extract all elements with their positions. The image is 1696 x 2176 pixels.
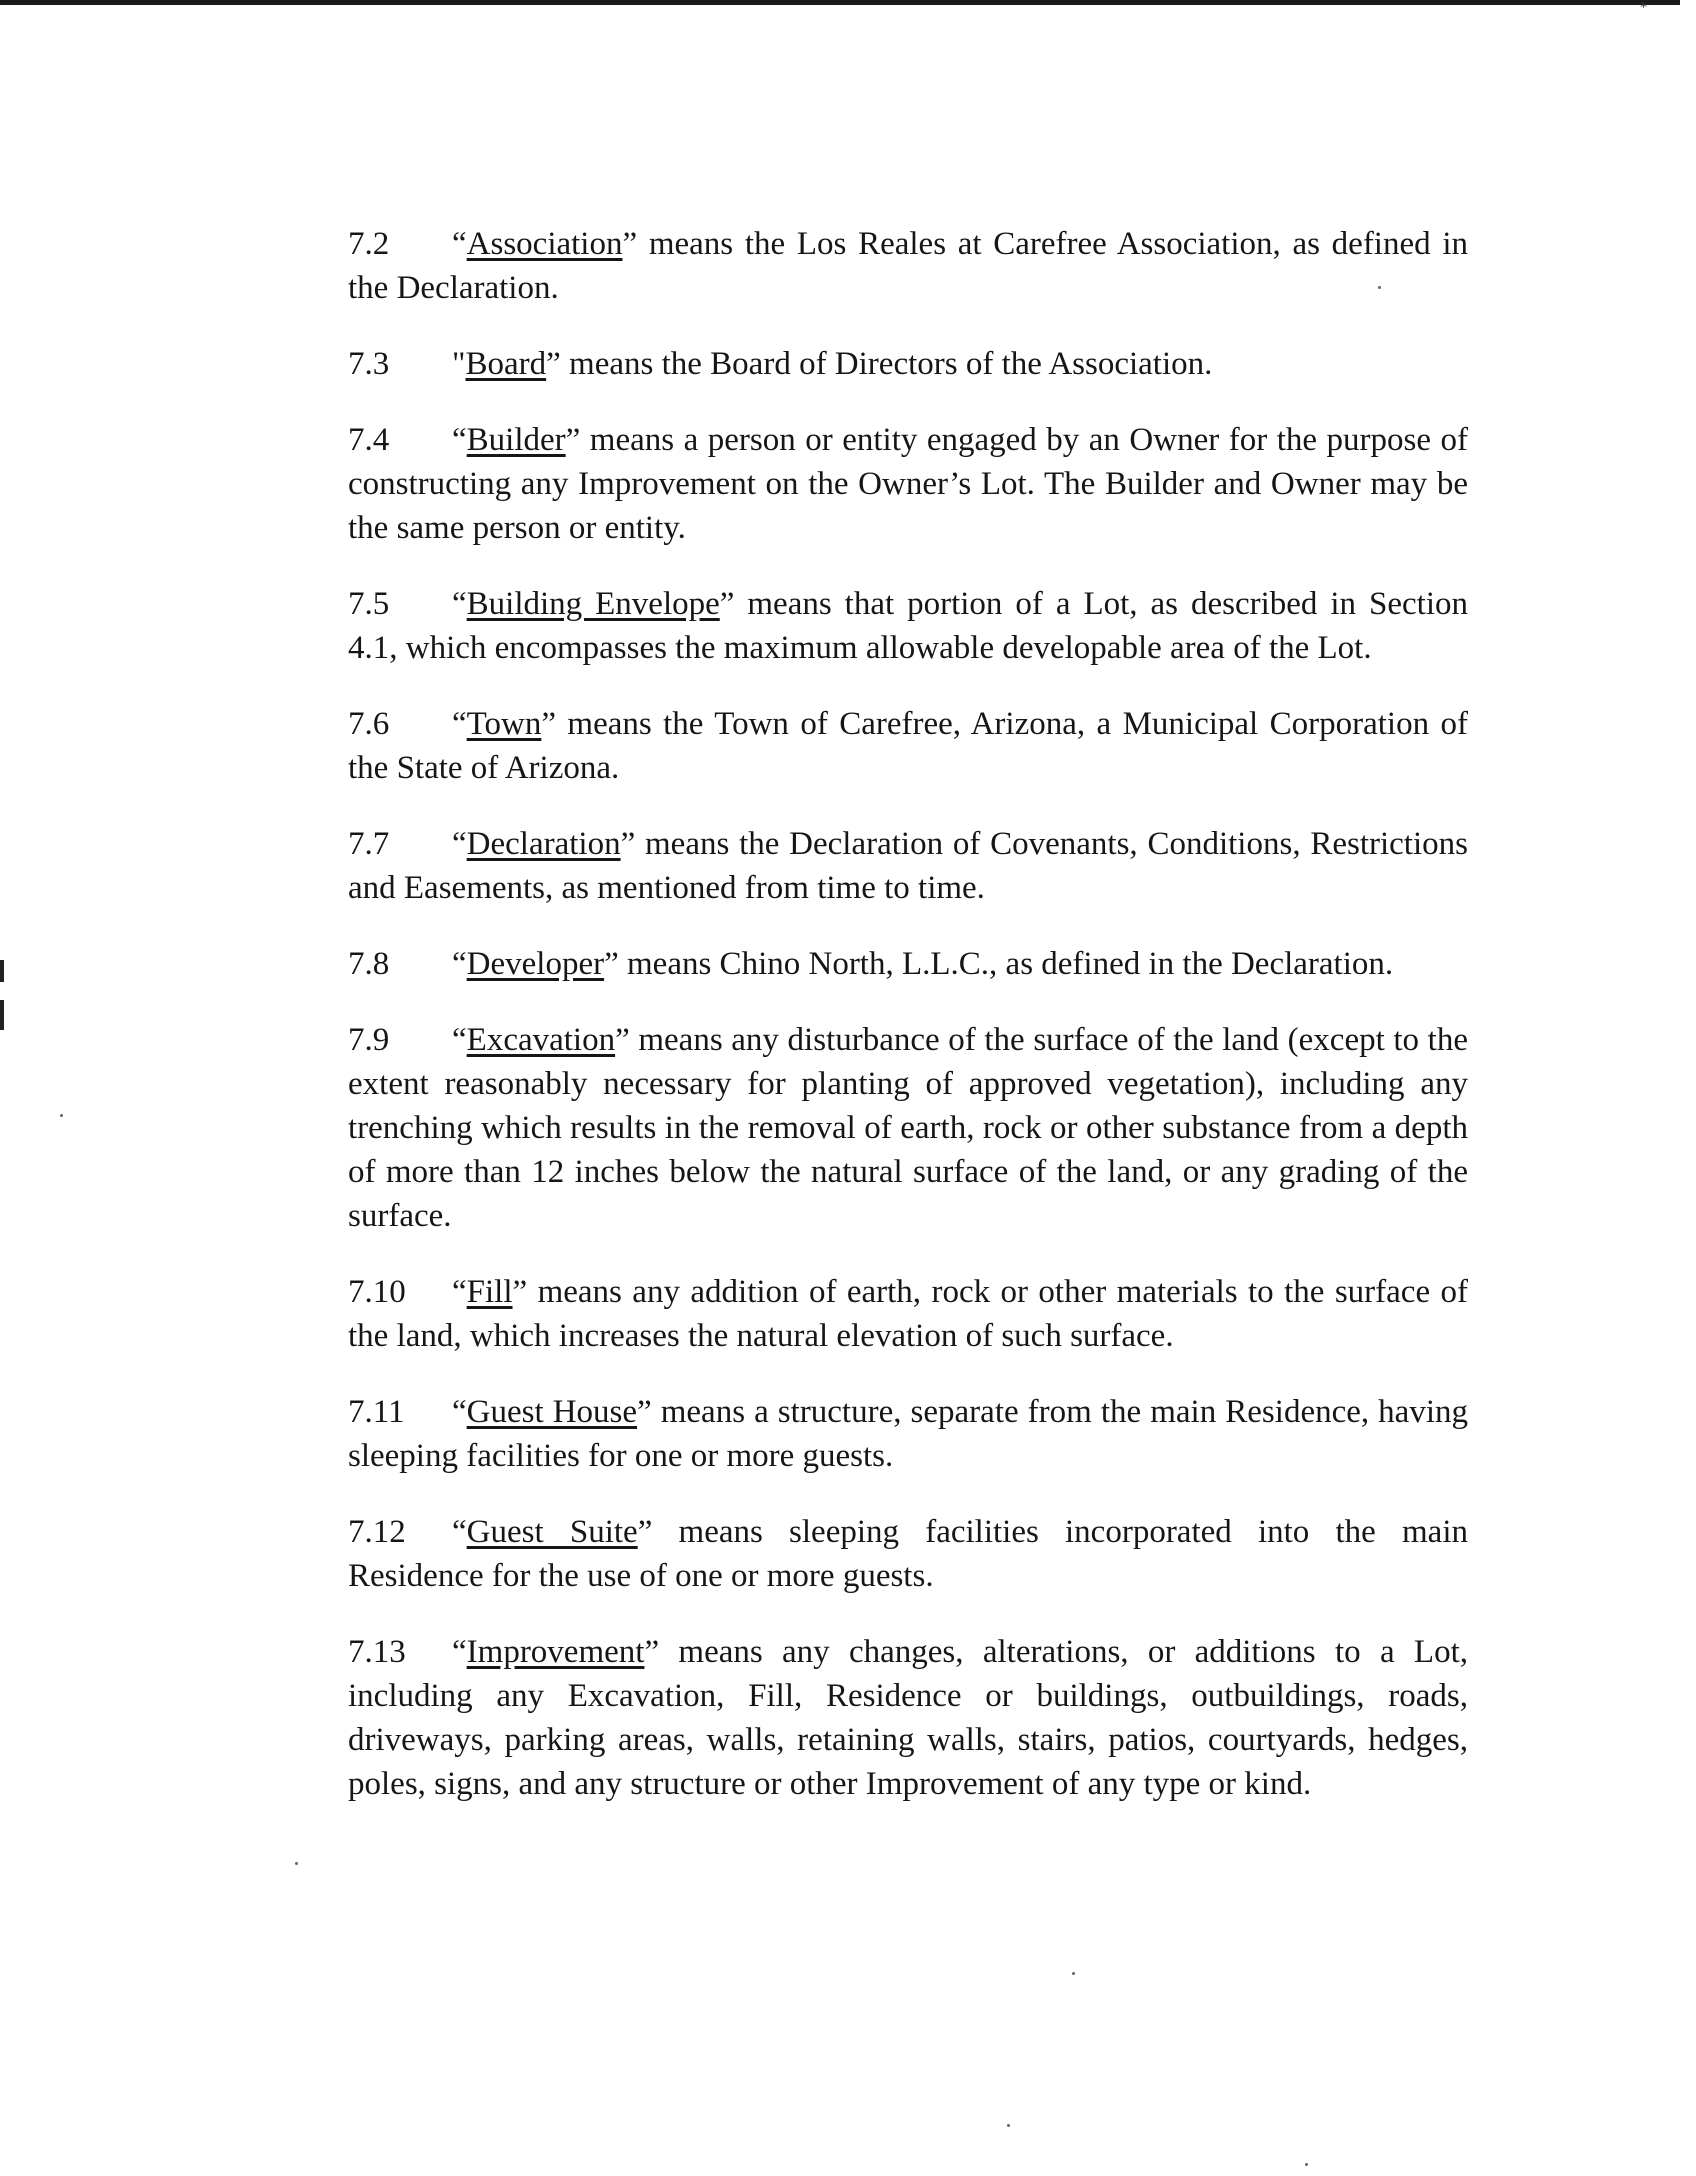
definition-text: means any disturbance of the surface of the land (except to the extent reasonably necessary for planting of approved vegetation), including any trenching which results in the removal of earth, rock or other substance from a depth of more than 12 inches below the natural surface of the land, or any grading of the surface.: [348, 1022, 1468, 1234]
defined-term: Excavation: [466, 1022, 616, 1058]
definition-fill: 7.10 “Fill” means any addition of earth, rock or other materials to the surface of the land, which increases the natural elevation of such surface.: [348, 1270, 1468, 1358]
section-number: 7.10: [348, 1274, 406, 1310]
section-number: 7.6: [348, 706, 390, 742]
section-number: 7.12: [348, 1514, 406, 1550]
definition-association: 7.2 “Association” means the Los Reales at Carefree Association, as defined in the Declaration.: [348, 222, 1468, 310]
definition-builder: 7.4 “Builder” means a person or entity engaged by an Owner for the purpose of constructing any Improvement on the Owner’s Lot. The Builder and Owner may be the same person or entity.: [348, 418, 1468, 550]
defined-term: Guest House: [466, 1394, 638, 1430]
scan-edge-mark: [0, 1000, 4, 1030]
definition-text: means the Declaration of Covenants, Conditions, Restrictions and Easements, as mentioned from time to time.: [348, 826, 1468, 906]
scan-speck: [1305, 2163, 1308, 2166]
definition-guest-suite: 7.12 “Guest Suite” means sleeping facilities incorporated into the main Residence for the use of one or more guests.: [348, 1510, 1468, 1598]
defined-term: Association: [466, 226, 623, 262]
scan-speck: [1007, 2124, 1010, 2127]
defined-term: Board: [465, 346, 547, 382]
section-number: 7.13: [348, 1634, 406, 1670]
section-number: 7.5: [348, 586, 390, 622]
scan-speck: [60, 1114, 63, 1117]
defined-term: Declaration: [466, 826, 621, 862]
definition-text: means sleeping facilities incorporated into the main Residence for the use of one or more guests.: [348, 1514, 1468, 1594]
scan-speck: [1072, 1972, 1075, 1975]
defined-term: Building Envelope: [466, 586, 720, 622]
scan-speck: [295, 1862, 298, 1865]
section-number: 7.3: [348, 346, 390, 382]
section-number: 7.9: [348, 1022, 390, 1058]
defined-term: Town: [466, 706, 542, 742]
defined-term: Fill: [466, 1274, 513, 1310]
section-number: 7.11: [348, 1394, 405, 1430]
definition-excavation: 7.9 “Excavation” means any disturbance of the surface of the land (except to the extent reasonably necessary for planting of approved vegetation), including any trenching which results in the removal of earth, rock or other substance from a depth of more than 12 inches below the natural surface of the land, or any grading of the surface.: [348, 1018, 1468, 1238]
definition-text: means any addition of earth, rock or other materials to the surface of the land, which increases the natural elevation of such surface.: [348, 1274, 1468, 1354]
defined-term: Guest Suite: [466, 1514, 638, 1550]
definition-text: means Chino North, L.L.C., as defined in the Declaration.: [618, 946, 1394, 982]
definition-town: 7.6 “Town” means the Town of Carefree, Arizona, a Municipal Corporation of the State of Arizona.: [348, 702, 1468, 790]
definition-text: means the Los Reales at Carefree Association, as defined in the Declaration.: [348, 226, 1468, 306]
definition-text: means a structure, separate from the main Residence, having sleeping facilities for one or more guests.: [348, 1394, 1468, 1474]
definition-text: means the Board of Directors of the Association.: [560, 346, 1213, 382]
definition-text: means a person or entity engaged by an Owner for the purpose of constructing any Improvement on the Owner’s Lot. The Builder and Owner may be the same person or entity.: [348, 422, 1468, 546]
section-number: 7.2: [348, 226, 390, 262]
scan-edge-mark: [0, 960, 4, 982]
definition-declaration: 7.7 “Declaration” means the Declaration of Covenants, Conditions, Restrictions and Easements, as mentioned from time to time.: [348, 822, 1468, 910]
definition-developer: 7.8 “Developer” means Chino North, L.L.C., as defined in the Declaration.: [348, 942, 1468, 986]
defined-term: Builder: [466, 422, 566, 458]
scan-top-edge: [0, 0, 1680, 5]
definition-text: means the Town of Carefree, Arizona, a Municipal Corporation of the State of Arizona.: [348, 706, 1468, 786]
definition-guest-house: 7.11 “Guest House” means a structure, separate from the main Residence, having sleeping facilities for one or more guests.: [348, 1390, 1468, 1478]
definition-improvement: 7.13 “Improvement” means any changes, alterations, or additions to a Lot, including any Excavation, Fill, Residence or buildings, outbuildings, roads, driveways, parking areas, walls, retaining walls, stairs, patios, courtyards, hedges, poles, signs, and any structure or other Improvement of any type or kind.: [348, 1630, 1468, 1806]
defined-term: Improvement: [466, 1634, 645, 1670]
definition-text: means that portion of a Lot, as described in Section 4.1, which encompasses the maximum allowable developable area of the Lot.: [348, 586, 1468, 666]
definitions-section: [348, 222, 1468, 1838]
definition-text: means any changes, alterations, or additions to a Lot, including any Excavation, Fill, Residence or buildings, outbuildings, roads, driveways, parking areas, walls, retaining walls, stairs, patios, courtyards, hedges, poles, signs, and any structure or other Improvement of any type or kind.: [348, 1634, 1468, 1802]
definition-building-envelope: 7.5 “Building Envelope” means that portion of a Lot, as described in Section 4.1, which encompasses the maximum allowable developable area of the Lot.: [348, 582, 1468, 670]
scan-speck: *: [1640, 0, 1647, 16]
section-number: 7.7: [348, 826, 390, 862]
section-number: 7.8: [348, 946, 390, 982]
definition-board: 7.3 "Board” means the Board of Directors of the Association.: [348, 342, 1468, 386]
section-number: 7.4: [348, 422, 390, 458]
defined-term: Developer: [466, 946, 605, 982]
